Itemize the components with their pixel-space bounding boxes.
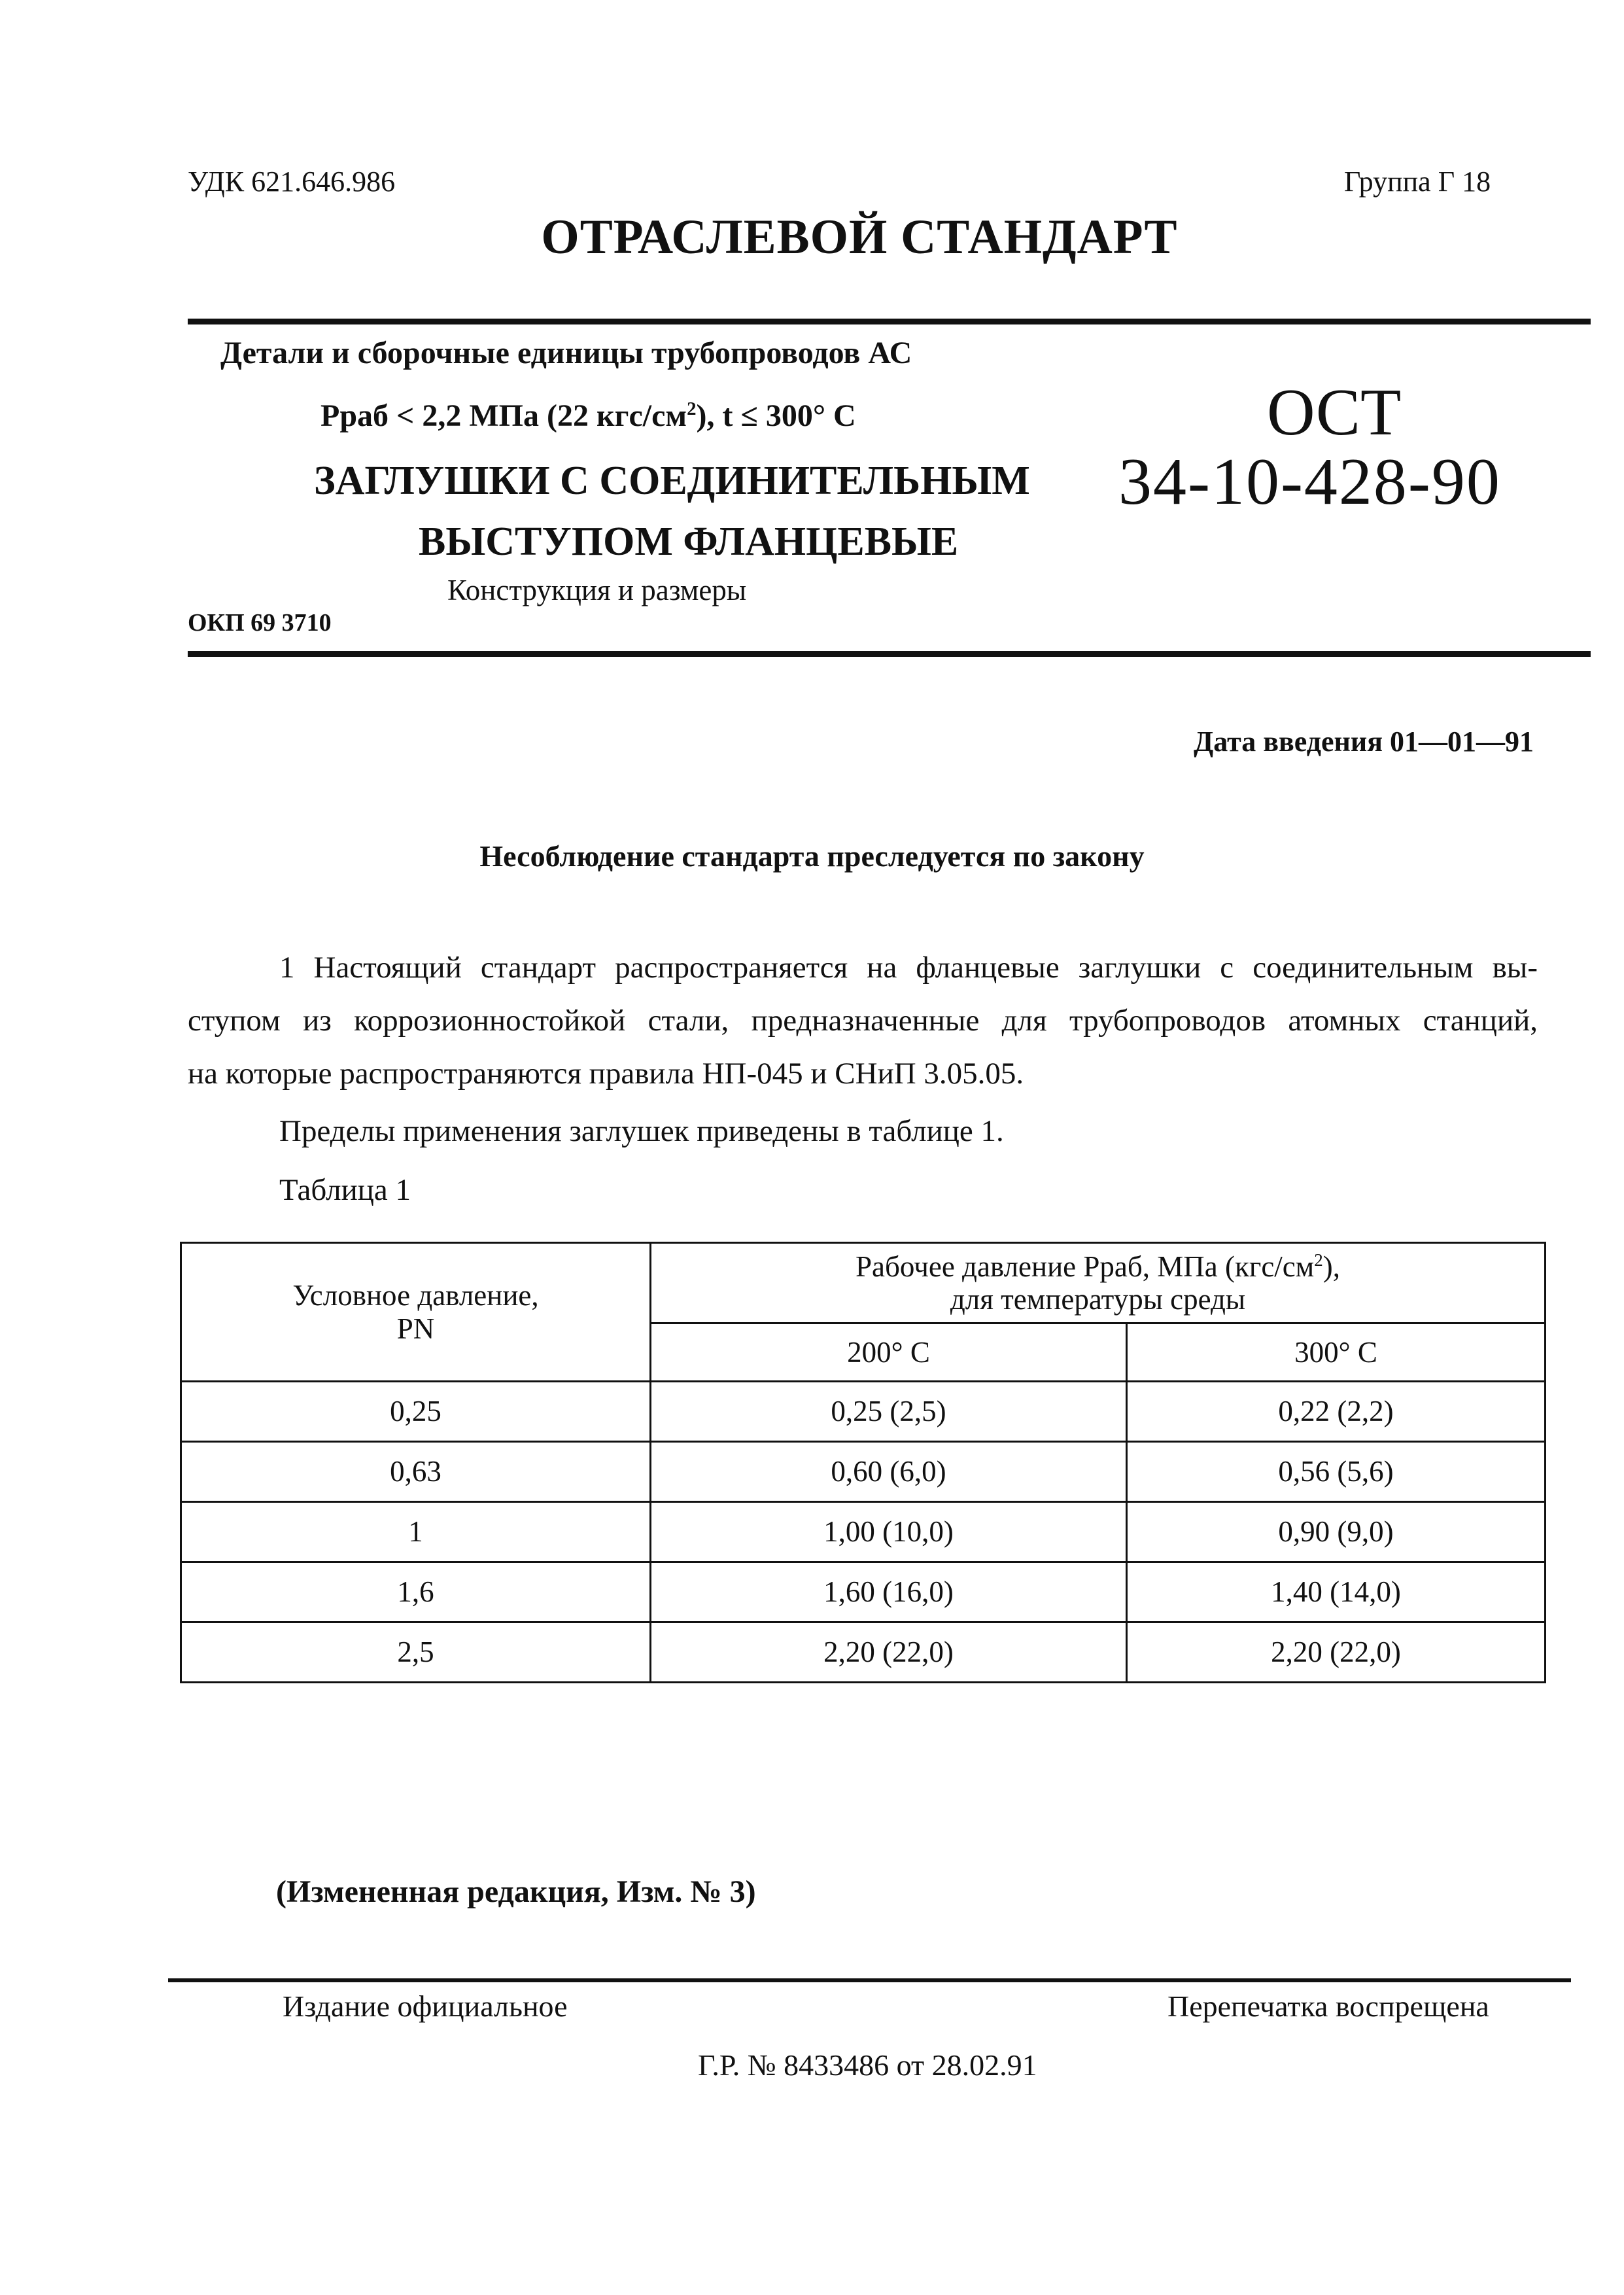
pressure-line-exponent: 2 <box>687 398 697 419</box>
header-working-pressure-text: Рабочее давление Рраб, МПа (кгс/см <box>855 1250 1315 1283</box>
header-nominal-pressure <box>181 1243 651 1382</box>
header-working-pressure-line2: для температуры среды <box>950 1283 1246 1316</box>
cell-300: 0,90 (9,0) <box>1127 1502 1546 1562</box>
product-name-line2: ВЫСТУПОМ ФЛАНЦЕВЫЕ <box>419 519 959 564</box>
table-row <box>181 1382 1546 1442</box>
official-edition: Издание официальное <box>283 1989 568 2023</box>
pressure-line-tail: ), t ≤ 300° С <box>696 398 856 433</box>
table-caption: Таблица 1 <box>279 1173 411 1207</box>
document-title: ОТРАСЛЕВОЙ СТАНДАРТ <box>541 210 1178 264</box>
table-row <box>181 1502 1546 1562</box>
header-bottom-divider <box>188 651 1591 657</box>
cell-pn: 1,6 <box>181 1562 651 1622</box>
cell-300: 0,56 (5,6) <box>1127 1442 1546 1502</box>
revision-note: (Измененная редакция, Изм. № 3) <box>276 1874 756 1909</box>
ost-number: 34-10-428-90 <box>1118 445 1501 519</box>
pressure-line-text: Рраб < 2,2 МПа (22 кгс/см <box>320 398 687 433</box>
cell-200: 1,60 (16,0) <box>651 1562 1127 1622</box>
legal-warning: Несоблюдение стандарта преследуется по закону <box>479 839 1145 873</box>
product-subtitle: Конструкция и размеры <box>447 574 747 606</box>
header-temp-200: 200° С <box>651 1323 1127 1382</box>
cell-300: 1,40 (14,0) <box>1127 1562 1546 1622</box>
table-row <box>181 1622 1546 1683</box>
cell-pn: 1 <box>181 1502 651 1562</box>
footer-divider <box>168 1978 1571 1982</box>
ost-label: ОСТ <box>1267 376 1402 449</box>
intro-date: Дата введения 01—01—91 <box>1194 726 1534 758</box>
product-name-line1: ЗАГЛУШКИ С СОЕДИНИТЕЛЬНЫМ <box>314 459 1030 503</box>
cell-200: 0,25 (2,5) <box>651 1382 1127 1442</box>
header-working-pressure-exponent: 2 <box>1314 1250 1323 1270</box>
reprint-notice: Перепечатка воспрещена <box>1167 1989 1489 2023</box>
header-working-pressure <box>651 1243 1546 1323</box>
table-row <box>181 1562 1546 1622</box>
header-nominal-pressure-line2: PN <box>396 1312 435 1345</box>
cell-pn: 0,25 <box>181 1382 651 1442</box>
paragraph-1-line-1: 1 Настоящий стандарт распространяется на фланцевые заглушки с соединительным вы- <box>279 951 1538 985</box>
paragraph-1-line-2: ступом из коррозионностойкой стали, предназначенные для трубопроводов атомных станций, <box>188 1004 1538 1038</box>
paragraph-2: Пределы применения заглушек приведены в таблице 1. <box>279 1114 1004 1148</box>
cell-200: 0,60 (6,0) <box>651 1442 1127 1502</box>
okp-code: ОКП 69 3710 <box>188 609 332 637</box>
header-temp-300: 300° С <box>1127 1323 1546 1382</box>
paragraph-1-line-3: на которые распространяются правила НП-045 и СНиП 3.05.05. <box>188 1057 1024 1091</box>
cell-300: 2,20 (22,0) <box>1127 1622 1546 1683</box>
cell-300: 0,22 (2,2) <box>1127 1382 1546 1442</box>
group-code: Группа Г 18 <box>1344 166 1491 198</box>
header-working-pressure-tail: ), <box>1322 1250 1341 1283</box>
cell-pn: 0,63 <box>181 1442 651 1502</box>
header-working-pressure-line1 <box>651 1250 1544 1283</box>
pressure-line <box>320 398 856 434</box>
pressure-table <box>180 1242 1546 1683</box>
cell-200: 2,20 (22,0) <box>651 1622 1127 1683</box>
subject-line: Детали и сборочные единицы трубопроводов АС <box>220 336 912 370</box>
header-nominal-pressure-line1: Условное давление, <box>292 1279 539 1312</box>
table-row <box>181 1442 1546 1502</box>
cell-pn: 2,5 <box>181 1622 651 1683</box>
top-divider <box>188 319 1591 324</box>
udk-code: УДК 621.646.986 <box>188 166 396 198</box>
cell-200: 1,00 (10,0) <box>651 1502 1127 1562</box>
registration-number: Г.Р. № 8433486 от 28.02.91 <box>698 2048 1037 2082</box>
